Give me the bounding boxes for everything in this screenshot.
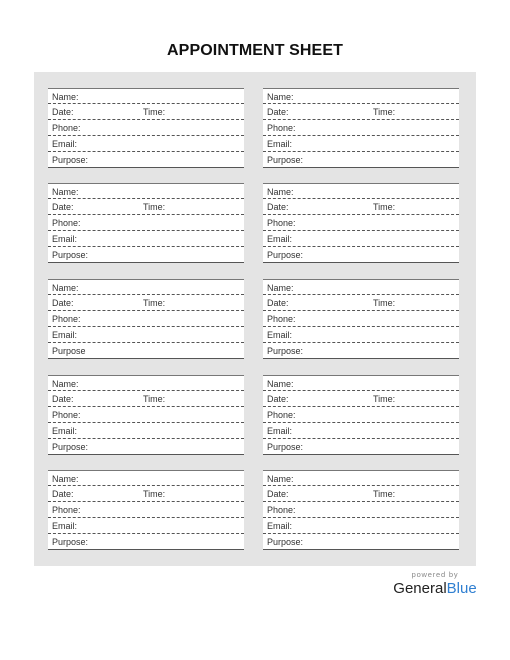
appointment-card	[48, 183, 244, 263]
phone-label: Phone:	[267, 123, 296, 133]
brand-blue: Blue	[446, 580, 477, 597]
name-label: Name:	[267, 187, 294, 197]
name-field[interactable]	[263, 183, 459, 199]
email-field[interactable]	[48, 136, 244, 152]
appointment-card	[48, 375, 244, 455]
email-label: Email:	[52, 234, 78, 244]
date-label: Date:	[267, 489, 289, 499]
email-field[interactable]	[48, 327, 244, 343]
date-label: Date:	[267, 394, 289, 404]
email-label: Email:	[52, 330, 78, 340]
name-label: Name:	[52, 92, 79, 102]
date-label: Date:	[267, 298, 289, 308]
time-label: Time:	[373, 202, 396, 212]
purpose-label: Purpose:	[267, 537, 304, 547]
name-field[interactable]	[263, 279, 459, 295]
time-label: Time:	[143, 489, 166, 499]
time-label: Time:	[143, 107, 166, 117]
purpose-field[interactable]	[48, 247, 244, 263]
appointment-card	[48, 88, 244, 168]
purpose-label: Purpose:	[52, 250, 89, 260]
phone-label: Phone:	[52, 505, 81, 515]
purpose-field[interactable]	[263, 247, 459, 263]
purpose-field[interactable]	[48, 152, 244, 168]
purpose-field[interactable]	[263, 152, 459, 168]
email-field[interactable]	[263, 327, 459, 343]
email-label: Email:	[267, 426, 293, 436]
time-label: Time:	[143, 202, 166, 212]
date-field[interactable]	[48, 295, 244, 311]
phone-field[interactable]	[48, 215, 244, 231]
phone-field[interactable]	[48, 502, 244, 518]
email-field[interactable]	[48, 423, 244, 439]
brand-name	[380, 580, 490, 597]
date-label: Date:	[267, 202, 289, 212]
name-field[interactable]	[263, 88, 459, 104]
name-label: Name:	[52, 379, 79, 389]
email-field[interactable]	[263, 518, 459, 534]
phone-field[interactable]	[263, 502, 459, 518]
appointment-card	[263, 183, 459, 263]
purpose-field[interactable]	[263, 534, 459, 550]
date-field[interactable]	[48, 391, 244, 407]
appointment-card	[48, 279, 244, 359]
name-field[interactable]	[48, 183, 244, 199]
appointment-card	[263, 279, 459, 359]
name-field[interactable]	[48, 375, 244, 391]
phone-field[interactable]	[48, 311, 244, 327]
purpose-label: Purpose:	[52, 442, 89, 452]
appointment-panel	[34, 72, 476, 566]
name-field[interactable]	[48, 470, 244, 486]
phone-field[interactable]	[263, 311, 459, 327]
phone-field[interactable]	[48, 407, 244, 423]
purpose-label: Purpose:	[267, 250, 304, 260]
time-label: Time:	[373, 394, 396, 404]
purpose-label: Purpose:	[52, 537, 89, 547]
phone-field[interactable]	[48, 120, 244, 136]
page-title: APPOINTMENT SHEET	[167, 42, 343, 59]
appointment-card	[263, 88, 459, 168]
brand-general: General	[393, 580, 447, 597]
purpose-label: Purpose:	[267, 346, 304, 356]
email-label: Email:	[267, 234, 293, 244]
phone-label: Phone:	[52, 314, 81, 324]
email-label: Email:	[52, 139, 78, 149]
appointment-card	[263, 470, 459, 550]
phone-field[interactable]	[263, 215, 459, 231]
name-field[interactable]	[263, 470, 459, 486]
email-field[interactable]	[48, 231, 244, 247]
email-label: Email:	[267, 521, 293, 531]
date-label: Date:	[52, 298, 74, 308]
purpose-label: Purpose:	[52, 155, 89, 165]
date-field[interactable]	[48, 486, 244, 502]
purpose-field[interactable]	[263, 439, 459, 455]
phone-label: Phone:	[267, 218, 296, 228]
date-field[interactable]	[48, 199, 244, 215]
email-field[interactable]	[263, 136, 459, 152]
email-label: Email:	[267, 330, 293, 340]
date-field[interactable]	[48, 104, 244, 120]
date-field[interactable]	[263, 391, 459, 407]
time-label: Time:	[143, 394, 166, 404]
email-field[interactable]	[263, 423, 459, 439]
name-label: Name:	[267, 474, 294, 484]
purpose-field[interactable]	[48, 343, 244, 359]
appointment-card	[48, 470, 244, 550]
appointment-card	[263, 375, 459, 455]
name-field[interactable]	[48, 279, 244, 295]
purpose-field[interactable]	[48, 534, 244, 550]
date-field[interactable]	[263, 486, 459, 502]
time-label: Time:	[143, 298, 166, 308]
name-field[interactable]	[263, 375, 459, 391]
phone-field[interactable]	[263, 120, 459, 136]
date-field[interactable]	[263, 295, 459, 311]
name-field[interactable]	[48, 88, 244, 104]
name-label: Name:	[52, 187, 79, 197]
purpose-field[interactable]	[263, 343, 459, 359]
email-label: Email:	[52, 426, 78, 436]
phone-label: Phone:	[52, 218, 81, 228]
purpose-label: Purpose	[52, 346, 86, 356]
name-label: Name:	[267, 283, 294, 293]
name-label: Name:	[267, 92, 294, 102]
phone-label: Phone:	[52, 410, 81, 420]
date-label: Date:	[52, 394, 74, 404]
phone-label: Phone:	[267, 410, 296, 420]
time-label: Time:	[373, 489, 396, 499]
phone-field[interactable]	[263, 407, 459, 423]
date-field[interactable]	[263, 104, 459, 120]
phone-label: Phone:	[52, 123, 81, 133]
purpose-label: Purpose:	[267, 155, 304, 165]
name-label: Name:	[52, 474, 79, 484]
powered-by-logo	[380, 570, 490, 597]
date-field[interactable]	[263, 199, 459, 215]
email-label: Email:	[52, 521, 78, 531]
phone-label: Phone:	[267, 314, 296, 324]
date-label: Date:	[267, 107, 289, 117]
powered-by-text: powered by	[411, 570, 459, 579]
date-label: Date:	[52, 202, 74, 212]
time-label: Time:	[373, 298, 396, 308]
purpose-field[interactable]	[48, 439, 244, 455]
name-label: Name:	[267, 379, 294, 389]
time-label: Time:	[373, 107, 396, 117]
email-field[interactable]	[263, 231, 459, 247]
email-field[interactable]	[48, 518, 244, 534]
purpose-label: Purpose:	[267, 442, 304, 452]
phone-label: Phone:	[267, 505, 296, 515]
date-label: Date:	[52, 489, 74, 499]
date-label: Date:	[52, 107, 74, 117]
name-label: Name:	[52, 283, 79, 293]
email-label: Email:	[267, 139, 293, 149]
